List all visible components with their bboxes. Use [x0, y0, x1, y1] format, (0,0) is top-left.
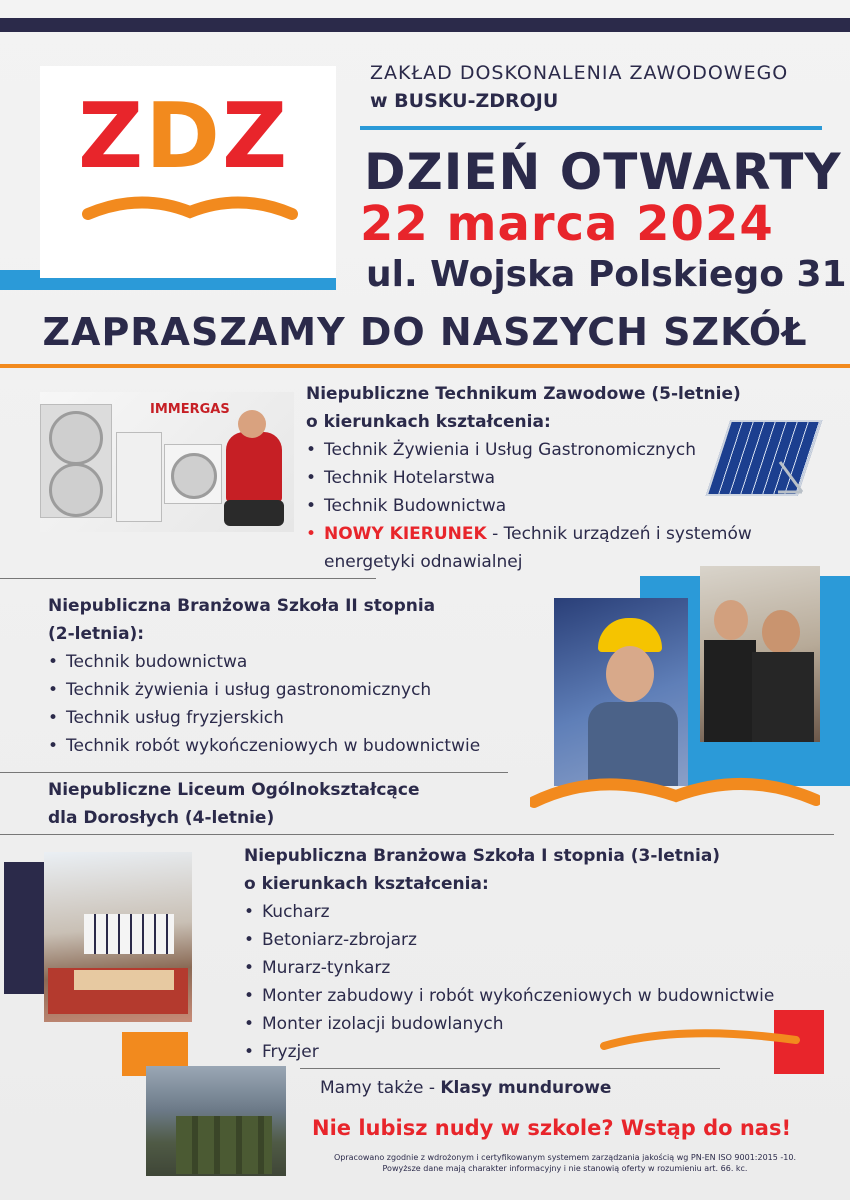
slogan: Nie lubisz nudy w szkole? Wstąp do nas! [312, 1116, 792, 1140]
technikum-section [306, 380, 826, 576]
event-address: ul. Wojska Polskiego 31 [366, 254, 847, 295]
installer-figure [226, 432, 282, 502]
liceum-subtitle: dla Dorosłych (4-letnie) [48, 808, 275, 828]
indoor-unit [164, 444, 222, 504]
org-location: w BUSKU-ZDROJU [370, 90, 559, 112]
top-bar [0, 18, 850, 32]
list-item: • Betoniarz-zbrojarz [244, 926, 824, 954]
logo-book-icon [80, 184, 300, 244]
outdoor-unit [40, 404, 112, 518]
divider [0, 578, 376, 579]
book-deco-icon [530, 760, 820, 812]
branzowa1-subtitle: o kierunkach kształcenia: [244, 874, 489, 894]
event-date: 22 marca 2024 [360, 196, 774, 252]
list-item: • Technik Żywienia i Usług Gastronomicznych [306, 436, 826, 464]
org-name: ZAKŁAD DOSKONALENIA ZAWODOWEGO [370, 62, 789, 84]
list-item: • Technik Hotelarstwa [306, 464, 826, 492]
boiler-unit [116, 432, 162, 522]
branzowa2-subtitle: (2-letnia): [48, 624, 145, 644]
list-item: • Technik budownictwa [48, 648, 518, 676]
new-course-badge: NOWY KIERUNEK [324, 524, 487, 544]
list-item: • Murarz-tynkarz [244, 954, 824, 982]
invite-heading: ZAPRASZAMY DO NASZYCH SZKÓŁ [42, 310, 808, 354]
uniform-class-photo [146, 1066, 286, 1176]
list-item: • Technik żywienia i usług gastronomicznych [48, 676, 518, 704]
cooking-class-photo [44, 852, 192, 1022]
footnote-line: Powyższe dane mają charakter informacyjny i nie stanowią oferty w rozumieniu art. 66. kc. [382, 1164, 748, 1173]
immergas-brand: IMMERGAS [150, 402, 230, 417]
list-item: • Fryzjer [244, 1038, 824, 1066]
list-item: • Technik Budownictwa [306, 492, 826, 520]
uniform-classes-label: Klasy mundurowe [440, 1078, 612, 1098]
footnote-line: Opracowano zgodnie z wdrożonym i certyfikowanym systemem zarządzania jakością wg PN-EN ISO 9001:2015 -10. [333, 1153, 796, 1162]
list-item: • Technik usług fryzjerskich [48, 704, 518, 732]
divider [0, 834, 834, 835]
event-title: DZIEŃ OTWARTY [364, 143, 842, 201]
branzowa2-title: Niepubliczna Branżowa Szkoła II stopnia [48, 596, 436, 616]
book-deco-icon [600, 1010, 800, 1070]
logo-letter-z: Z [221, 84, 290, 189]
new-course-text-cont: energetyki odnawialnej [324, 552, 523, 572]
technikum-title: Niepubliczne Technikum Zawodowe (5-letnie) [306, 384, 741, 404]
footnote [300, 1152, 830, 1174]
divider [0, 772, 508, 773]
solar-worker-photo [554, 598, 688, 786]
list-item-new [306, 520, 826, 548]
logo-letter-d: D [145, 84, 222, 189]
new-course-text: - Technik urządzeń i systemów [486, 524, 752, 544]
hairdresser-photo [700, 566, 820, 742]
liceum-section [48, 776, 518, 832]
list-item: • Monter izolacji budowlanych [244, 1010, 824, 1038]
liceum-title: Niepubliczne Liceum Ogólnokształcące [48, 780, 420, 800]
invite-rule [0, 364, 850, 368]
header-rule [360, 126, 822, 130]
logo-letter-z: Z [78, 84, 146, 189]
list-item: • Kucharz [244, 898, 824, 926]
branzowa1-title: Niepubliczna Branżowa Szkoła I stopnia (3-letnia) [244, 846, 721, 866]
zdz-logo [78, 84, 290, 189]
branzowa2-section [48, 592, 518, 760]
divider [300, 1068, 720, 1069]
list-item: • Monter zabudowy i robót wykończeniowych w budownictwie [244, 982, 824, 1010]
list-item: • Technik robót wykończeniowych w budownictwie [48, 732, 518, 760]
uniform-classes-note: Mamy także - Klasy mundurowe [320, 1078, 612, 1098]
technikum-subtitle: o kierunkach kształcenia: [306, 412, 551, 432]
